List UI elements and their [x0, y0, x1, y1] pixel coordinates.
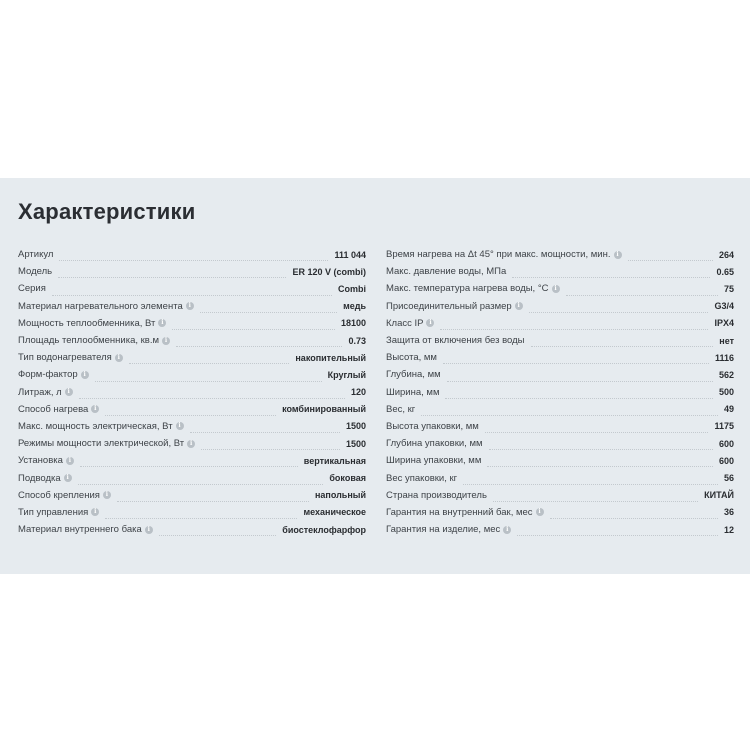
spec-row [18, 469, 366, 486]
spec-value: медь [343, 301, 366, 312]
spec-value: 0.65 [716, 266, 734, 277]
spec-value: 1500 [345, 421, 366, 432]
spec-label [386, 490, 487, 501]
spec-label [386, 455, 481, 466]
spec-row [386, 487, 734, 504]
dotted-leader [105, 414, 276, 416]
spec-label-text: Высота, мм [386, 352, 437, 364]
spec-value: 56 [723, 473, 734, 484]
info-icon[interactable]: i [536, 508, 544, 516]
dotted-leader [129, 362, 290, 364]
dotted-leader [529, 311, 709, 313]
spec-row [386, 315, 734, 332]
spec-row [18, 298, 366, 315]
spec-value: КИТАЙ [704, 490, 734, 501]
spec-row [386, 298, 734, 315]
spec-value: нет [719, 335, 734, 346]
dotted-leader [463, 483, 718, 485]
spec-value: комбинированный [282, 404, 366, 415]
spec-row [386, 280, 734, 297]
spec-label [18, 524, 153, 535]
spec-row [18, 435, 366, 452]
spec-value: 600 [718, 455, 734, 466]
dotted-leader [105, 517, 297, 519]
dotted-leader [190, 431, 340, 433]
info-icon[interactable]: i [515, 302, 523, 310]
spec-label [18, 301, 194, 312]
dotted-leader [445, 397, 712, 399]
dotted-leader [512, 276, 710, 278]
spec-label-text: Вес, кг [386, 403, 416, 415]
spec-value: механическое [303, 507, 366, 518]
spec-label-text: Площадь теплообменника, кв.м [18, 335, 160, 347]
info-icon[interactable]: i [66, 457, 74, 465]
spec-row [18, 366, 366, 383]
spec-label [18, 318, 166, 329]
spec-label [18, 387, 73, 398]
dotted-leader [421, 414, 718, 416]
spec-label [18, 283, 46, 294]
spec-label [18, 404, 99, 415]
spec-label [386, 507, 544, 518]
spec-row [18, 349, 366, 366]
spec-label-text: Модель [18, 266, 53, 278]
spec-label [18, 369, 89, 380]
page-title: Характеристики [18, 199, 196, 224]
specs-column-left [18, 246, 366, 538]
spec-label [18, 249, 53, 260]
spec-label-text: Материал нагревательного элемента [18, 300, 183, 312]
spec-label-text: Страна производитель [386, 489, 487, 501]
dotted-leader [59, 259, 328, 261]
spec-label-text: Способ нагрева [18, 403, 89, 415]
spec-value: 36 [723, 507, 734, 518]
spec-value: 111 044 [334, 249, 366, 260]
spec-row [386, 366, 734, 383]
spec-label [386, 301, 523, 312]
spec-label-text: Гарантия на внутренний бак, мес [386, 506, 533, 518]
dotted-leader [78, 483, 324, 485]
spec-label [18, 507, 99, 518]
dotted-leader [550, 517, 718, 519]
spec-label [18, 335, 170, 346]
spec-label [18, 490, 111, 501]
spec-label [386, 404, 415, 415]
spec-row [386, 418, 734, 435]
dotted-leader [117, 500, 309, 502]
spec-label-text: Присоединительный размер [386, 300, 512, 312]
dotted-leader [447, 380, 713, 382]
dotted-leader [493, 500, 698, 502]
spec-row [386, 469, 734, 486]
spec-row [18, 246, 366, 263]
spec-row [386, 452, 734, 469]
spec-label-text: Макс. мощность электрическая, Вт [18, 420, 173, 432]
info-icon[interactable]: i [81, 371, 89, 379]
spec-label-text: Глубина, мм [386, 369, 441, 381]
spec-label-text: Тип управления [18, 506, 89, 518]
dotted-leader [79, 397, 345, 399]
spec-value: биостеклофарфор [282, 524, 366, 535]
spec-label [386, 335, 525, 346]
spec-row [386, 435, 734, 452]
spec-label-text: Гарантия на изделие, мес [386, 524, 501, 536]
spec-label [386, 249, 622, 260]
info-icon[interactable]: i [65, 388, 73, 396]
spec-value: 1500 [345, 438, 366, 449]
dotted-leader [58, 276, 286, 278]
spec-label-text: Форм-фактор [18, 369, 78, 381]
spec-label [386, 369, 441, 380]
dotted-leader [176, 345, 342, 347]
specs-column-right [386, 246, 734, 538]
info-icon[interactable]: i [426, 319, 434, 327]
spec-label-text: Ширина, мм [386, 386, 440, 398]
spec-label-text: Ширина упаковки, мм [386, 455, 482, 467]
dotted-leader [159, 534, 277, 536]
spec-value: 49 [723, 404, 734, 415]
spec-value: Combi [338, 283, 366, 294]
spec-label-text: Серия [18, 283, 46, 295]
spec-value: 600 [718, 438, 734, 449]
info-icon[interactable]: i [91, 405, 99, 413]
spec-label [386, 283, 560, 294]
spec-value: 1116 [714, 352, 734, 363]
spec-value: IPX4 [714, 318, 734, 329]
dotted-leader [443, 362, 709, 364]
spec-row [18, 401, 366, 418]
spec-value: 120 [350, 387, 366, 398]
spec-label [386, 421, 479, 432]
spec-value: 264 [718, 249, 734, 260]
dotted-leader [52, 294, 332, 296]
spec-label-text: Время нагрева на Δt 45° при макс. мощности, мин. [386, 249, 611, 261]
spec-label-text: Макс. давление воды, МПа [386, 266, 507, 278]
dotted-leader [485, 431, 709, 433]
spec-row [386, 263, 734, 280]
spec-label [18, 352, 123, 363]
info-icon[interactable]: i [187, 440, 195, 448]
spec-label-text: Тип водонагревателя [18, 352, 112, 364]
dotted-leader [566, 294, 718, 296]
spec-label-text: Артикул [18, 249, 54, 261]
spec-value: ER 120 V (combi) [292, 266, 366, 277]
spec-row [386, 246, 734, 263]
spec-row [386, 384, 734, 401]
spec-label [18, 455, 74, 466]
spec-row [18, 418, 366, 435]
spec-label [386, 352, 437, 363]
spec-label-text: Подводка [18, 472, 61, 484]
spec-label-text: Литраж, л [18, 386, 62, 398]
dotted-leader [628, 259, 713, 261]
spec-value: Круглый [327, 369, 366, 380]
spec-row [386, 401, 734, 418]
dotted-leader [489, 448, 713, 450]
dotted-leader [200, 311, 337, 313]
spec-label [386, 473, 457, 484]
spec-row [18, 452, 366, 469]
spec-label [18, 473, 72, 484]
spec-row [18, 315, 366, 332]
spec-row [18, 487, 366, 504]
spec-row [18, 521, 366, 538]
dotted-leader [517, 534, 718, 536]
spec-value: 500 [718, 387, 734, 398]
info-icon[interactable]: i [115, 354, 123, 362]
spec-value: 562 [718, 369, 734, 380]
spec-label [386, 318, 434, 329]
dotted-leader [440, 328, 708, 330]
dotted-leader [201, 448, 340, 450]
spec-value: 0.73 [348, 335, 366, 346]
spec-label-text: Вес упаковки, кг [386, 472, 458, 484]
info-icon[interactable]: i [103, 491, 111, 499]
spec-row [18, 263, 366, 280]
spec-label-text: Установка [18, 455, 63, 467]
info-icon[interactable]: i [503, 526, 511, 534]
dotted-leader [172, 328, 335, 330]
spec-value: 75 [723, 283, 734, 294]
spec-row [386, 349, 734, 366]
info-icon[interactable]: i [162, 337, 170, 345]
spec-label-text: Защита от включения без воды [386, 335, 525, 347]
spec-value: накопительный [295, 352, 366, 363]
spec-value: вертикальная [303, 455, 366, 466]
spec-row [18, 384, 366, 401]
info-icon[interactable]: i [91, 508, 99, 516]
spec-value: напольный [314, 490, 366, 501]
dotted-leader [531, 345, 714, 347]
info-icon[interactable]: i [614, 251, 622, 259]
spec-row [386, 332, 734, 349]
info-icon[interactable]: i [158, 319, 166, 327]
spec-label-text: Высота упаковки, мм [386, 420, 479, 432]
spec-label [386, 524, 511, 535]
spec-label-text: Мощность теплообменника, Вт [18, 317, 156, 329]
spec-label [18, 266, 52, 277]
info-icon[interactable]: i [176, 422, 184, 430]
spec-label-text: Материал внутреннего бака [18, 524, 142, 536]
spec-value: G3/4 [714, 301, 734, 312]
spec-label-text: Класс IP [386, 317, 424, 329]
info-icon[interactable]: i [64, 474, 72, 482]
info-icon[interactable]: i [186, 302, 194, 310]
spec-value: 18100 [340, 318, 366, 329]
spec-label [386, 387, 439, 398]
spec-value: 1175 [714, 421, 734, 432]
spec-label [386, 438, 483, 449]
dotted-leader [80, 465, 298, 467]
spec-label-text: Глубина упаковки, мм [386, 438, 483, 450]
spec-label-text: Способ крепления [18, 489, 100, 501]
spec-row [386, 504, 734, 521]
spec-label-text: Макс. температура нагрева воды, °С [386, 283, 549, 295]
dotted-leader [487, 465, 713, 467]
spec-row [18, 504, 366, 521]
dotted-leader [95, 380, 322, 382]
spec-label [18, 438, 195, 449]
spec-label-text: Режимы мощности электрической, Вт [18, 438, 185, 450]
info-icon[interactable]: i [552, 285, 560, 293]
spec-value: 12 [723, 524, 734, 535]
spec-row [18, 280, 366, 297]
spec-label [18, 421, 184, 432]
spec-row [18, 332, 366, 349]
spec-value: боковая [329, 473, 366, 484]
spec-label [386, 266, 506, 277]
spec-row [386, 521, 734, 538]
info-icon[interactable]: i [145, 526, 153, 534]
